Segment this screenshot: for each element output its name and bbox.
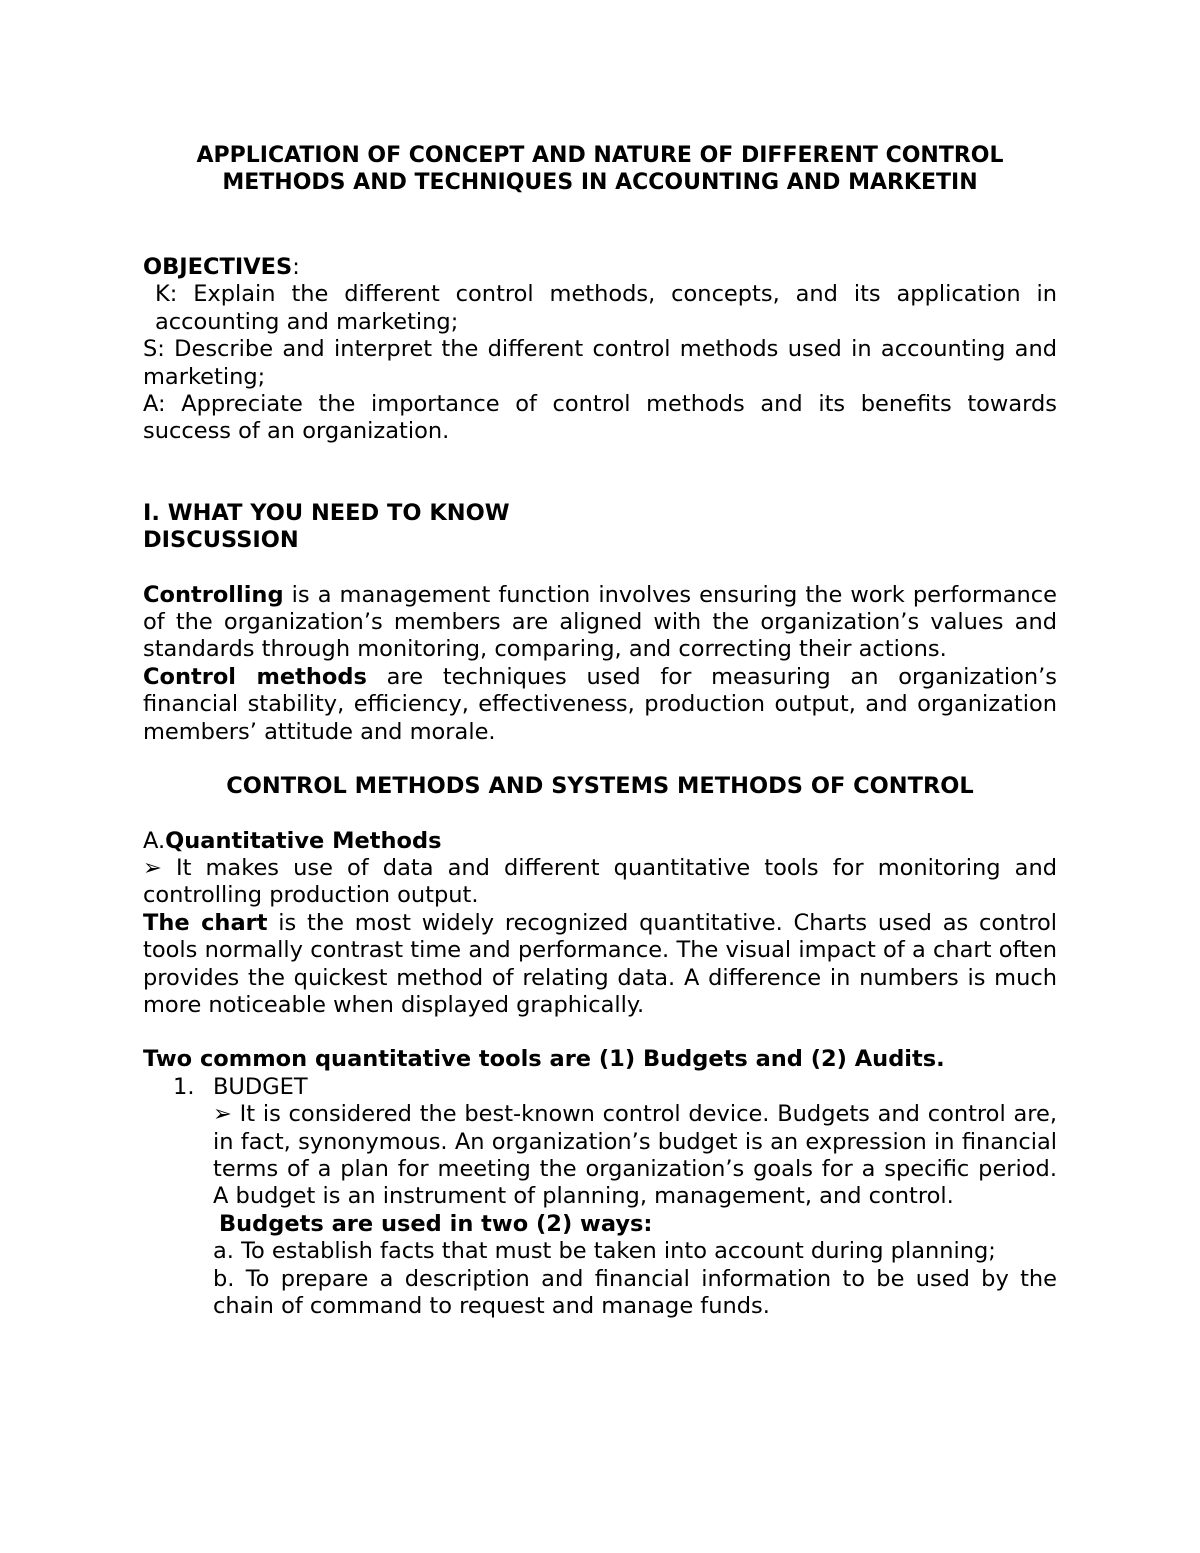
- quantitative-heading: A.Quantitative Methods: [143, 827, 442, 854]
- budget-description: ➢ It is considered the best-known control device. Budgets and control are, in fact, synonymous. An organization’s budget is an expression in financial terms of a plan for meeting the organization’s goals for a specific period. A budget is an instrument of planning, management, and control.: [213, 1101, 1057, 1210]
- quantitative-bullet: ➢ It makes use of data and different quantitative tools for monitoring and controlling production output.: [143, 854, 1057, 909]
- tools-heading: Two common quantitative tools are (1) Budgets and (2) Audits.: [143, 1046, 945, 1073]
- budget-way-b: b. To prepare a description and financial information to be used by the chain of command to request and manage funds.: [213, 1265, 1057, 1319]
- controlling-paragraph: Controlling is a management function involves ensuring the work performance of the organization’s members are aligned with the organization’s values and standards through monitoring, comparing, and correcting their actions.: [143, 581, 1057, 663]
- objective-attitude: A: Appreciate the importance of control methods and its benefits towards success of an organization.: [143, 391, 1057, 445]
- section-heading: I. WHAT YOU NEED TO KNOW: [143, 499, 510, 526]
- discussion-heading: DISCUSSION: [143, 527, 299, 554]
- objective-skill: S: Describe and interpret the different control methods used in accounting and marketing;: [143, 336, 1057, 390]
- document-title-line-1: APPLICATION OF CONCEPT AND NATURE OF DIFFERENT CONTROL: [196, 143, 1004, 168]
- budget-way-a: a. To establish facts that must be taken into account during planning;: [213, 1238, 996, 1265]
- control-methods-paragraph: Control methods are techniques used for measuring an organization’s financial stability, efficiency, effectiveness, production output, and organization members’ attitude and morale.: [143, 663, 1058, 745]
- budget-ways-heading: Budgets are used in two (2) ways:: [219, 1210, 653, 1237]
- document-title-line-2: METHODS AND TECHNIQUES IN ACCOUNTING AND MARKETIN: [222, 170, 978, 195]
- objective-knowledge: K: Explain the different control methods, concepts, and its application in accounting and marketing;: [155, 281, 1057, 335]
- chart-paragraph: The chart is the most widely recognized quantitative. Charts used as control tools normally contrast time and performance. The visual impact of a chart often provides the quickest method of relating data. A difference in numbers is much more noticeable when displayed graphically.: [143, 909, 1057, 1018]
- systems-heading: CONTROL METHODS AND SYSTEMS METHODS OF CONTROL: [226, 773, 974, 800]
- objectives-heading: OBJECTIVES:: [143, 254, 300, 280]
- list-item-budget: 1. BUDGET: [173, 1073, 308, 1100]
